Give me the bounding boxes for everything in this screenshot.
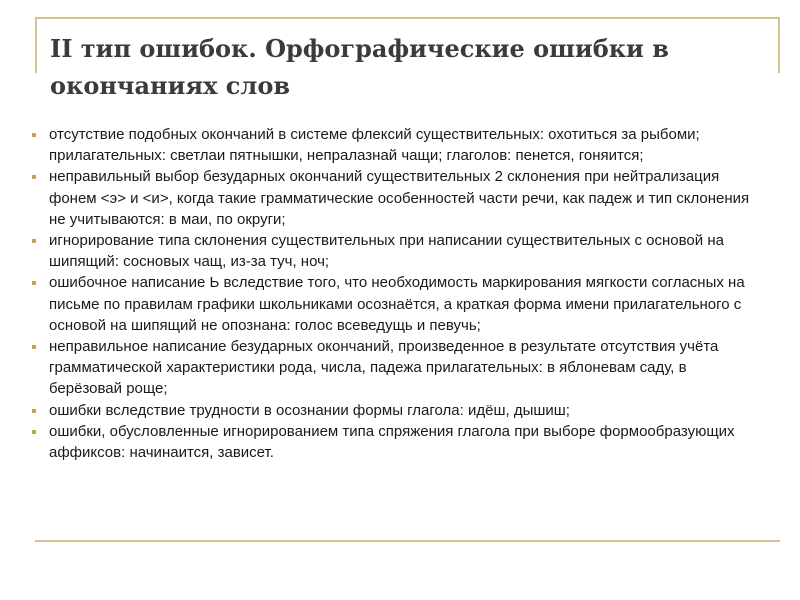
bullet-square-icon [32, 175, 36, 179]
slide-title: II тип ошибок. Орфографические ошибки в окончаниях слов [50, 34, 669, 100]
list-item [32, 336, 760, 400]
frame-left-line [35, 17, 37, 73]
list-item-text: игнорирование типа склонения существительных при написании существительных с основой на шипящий: сосновых чащ, из-за туч, ноч; [49, 232, 724, 271]
bullet-square-icon [32, 430, 36, 434]
list-item [32, 166, 760, 230]
list-item [32, 421, 760, 463]
list-item [32, 124, 760, 166]
list-item-text: ошибки, обусловленные игнорированием типа спряжения глагола при выборе формообразующих аффиксов: начинаится, зависет. [49, 422, 735, 462]
list-item [32, 272, 760, 336]
bullet-square-icon [32, 239, 36, 243]
frame-bottom-line [35, 540, 780, 542]
bullet-square-icon [32, 281, 36, 285]
bullet-square-icon [32, 409, 36, 413]
bullet-square-icon [32, 133, 36, 137]
frame-top-line [35, 17, 780, 19]
list-item [32, 400, 760, 421]
frame-right-line [778, 17, 780, 73]
list-item-text: отсутствие подобных окончаний в системе флексий существительных: охотиться за рыбоми; прилагательных: светлаи пятнышки, непралазнай чащи; глаголов: пенется, гоняится; [49, 126, 700, 165]
list-item-text: ошибки вследствие трудности в осознании формы глагола: идёш, дышиш; [49, 401, 570, 419]
list-item-text: неправильный выбор безударных окончаний существительных 2 склонения при нейтрализация фонем <э> и <и>, когда такие грамматические особенностей части речи, как падеж и тип склонения не учитываются: в маи, по округи; [49, 168, 750, 228]
list-item [32, 230, 760, 272]
bullet-list [32, 124, 760, 463]
list-item-text: неправильное написание безударных окончаний, произведенное в результате отсутствия учёта грамматической характеристики рода, числа, падежа прилагательных: в яблоневам саду, в берёзовай роще; [49, 338, 719, 398]
bullet-square-icon [32, 345, 36, 349]
list-item-text: ошибочное написание Ь вследствие того, что необходимость маркирования мягкости согласных на письме по правилам графики школьниками осознаётся, а краткая форма имени прилагательного с основой на шипящий не опознана: голос всеведущь и певучь; [49, 274, 745, 334]
